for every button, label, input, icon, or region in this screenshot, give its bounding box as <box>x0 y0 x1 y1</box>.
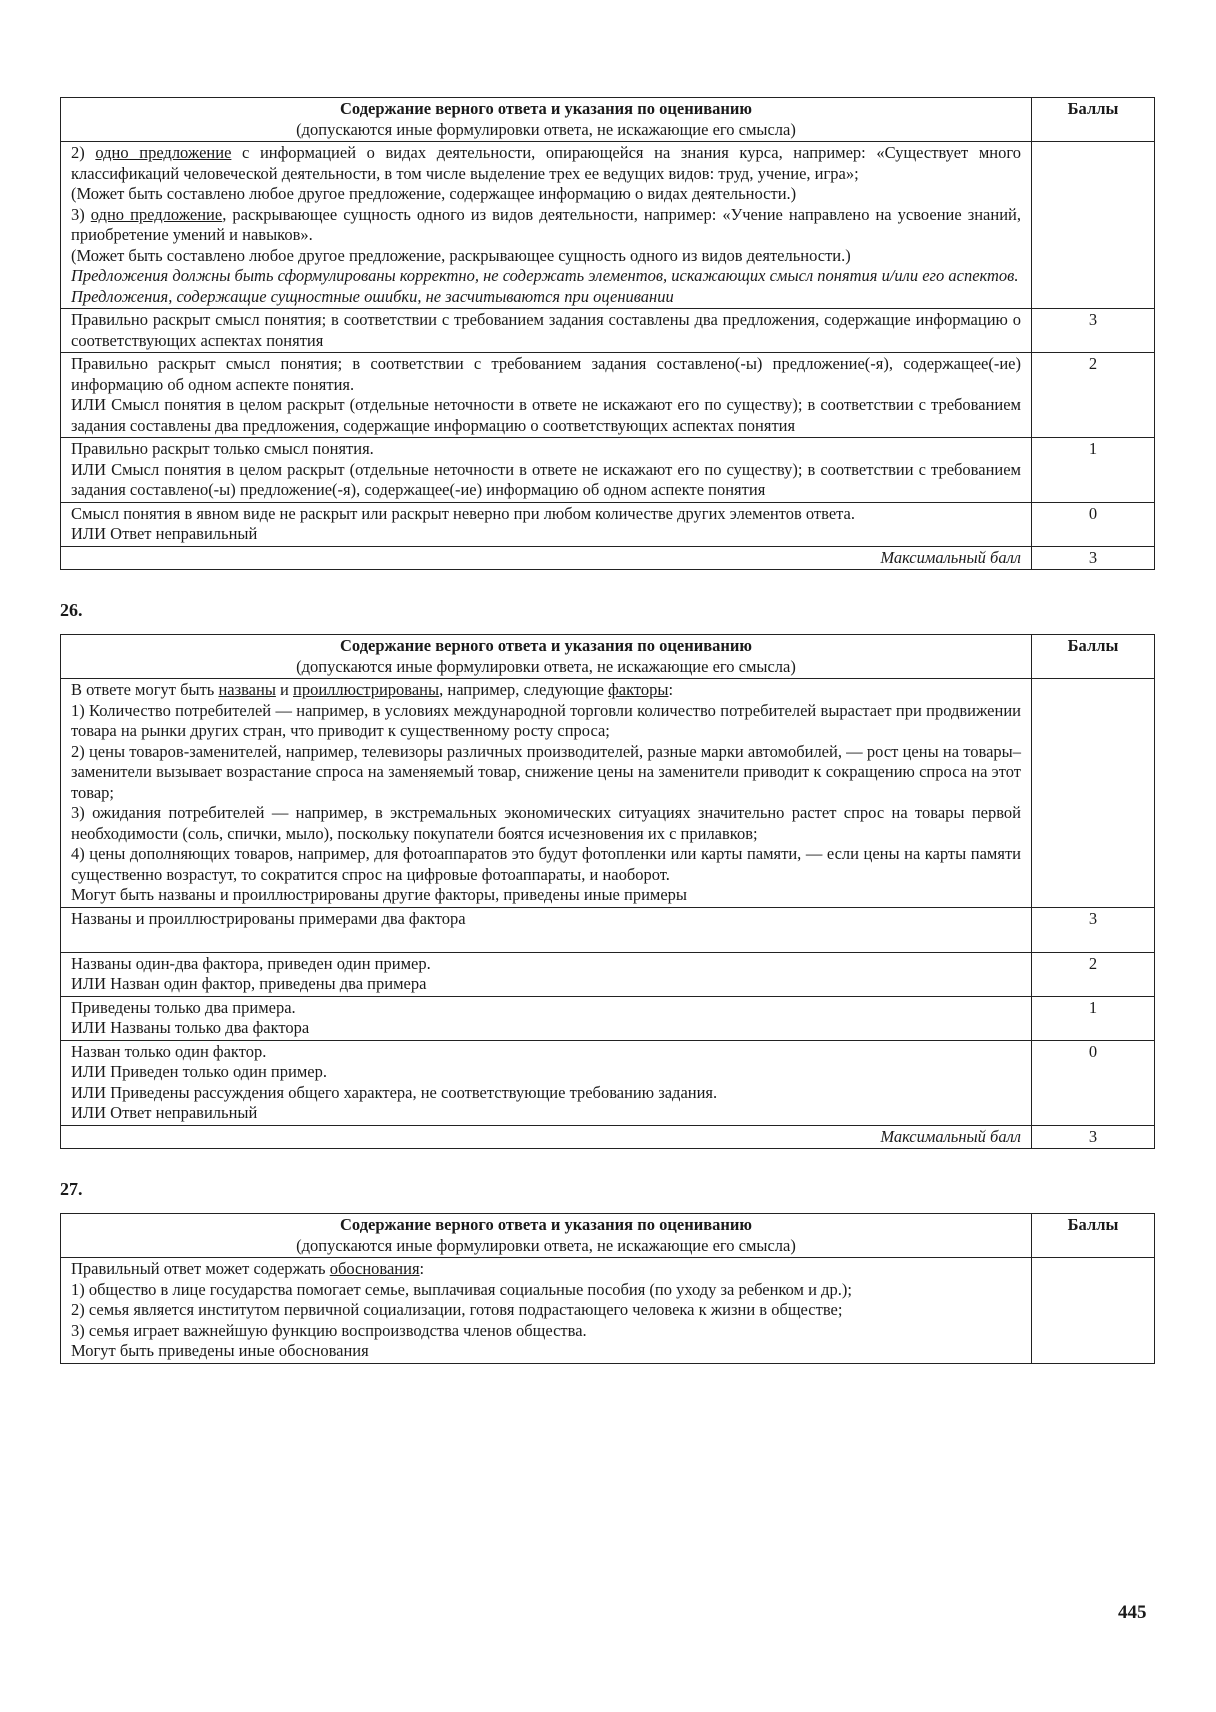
score-cell: 0 <box>1032 1040 1155 1125</box>
criteria-row: Правильно раскрыт смысл понятия; в соответствии с требованием задания составлено(-ы) предложение(-я), содержащее(-ие) информацию об одном аспекте понятия. ИЛИ Смысл понятия в целом раскрыт (отдельные неточности в ответе не искажают его по существу); в соответствии с требованием задания составлены два предложения, содержащие информацию о соответствующих аспектах понятия 2 <box>61 353 1155 438</box>
score-cell: 2 <box>1032 952 1155 996</box>
criteria-row: Правильно раскрыт смысл понятия; в соответствии с требованием задания составлены два предложения, содержащие информацию о соответствующих аспектах понятия 3 <box>61 309 1155 353</box>
header-title: Содержание верного ответа и указания по оцениванию <box>340 636 752 655</box>
rubric-table-25 <box>60 97 1155 570</box>
max-row <box>61 546 1155 570</box>
score-cell: 3 <box>1032 309 1155 353</box>
header-cell <box>61 98 1032 142</box>
header-subtitle: (допускаются иные формулировки ответа, не искажающие его смысла) <box>296 119 796 139</box>
page-content <box>60 97 1155 1364</box>
score-cell: 3 <box>1032 907 1155 952</box>
points-header: Баллы <box>1032 635 1155 679</box>
score-cell: 1 <box>1032 438 1155 503</box>
score-cell: 1 <box>1032 996 1155 1040</box>
content-intro: Правильный ответ может содержать обоснования: <box>71 1259 425 1278</box>
score-cell-empty <box>1032 1258 1155 1364</box>
content-intro: В ответе могут быть названы и проиллюстрированы, например, следующие факторы: <box>71 680 674 699</box>
rubric-table-27 <box>60 1213 1155 1364</box>
content-paragraph: 4) цены дополняющих товаров, например, для фотоаппаратов это будут фотопленки или карты памяти, — если цены на карты памяти существенно возрастут, то сократится спрос на цифровые фотоаппараты, и наоборот. <box>71 844 1021 884</box>
points-header: Баллы <box>1032 98 1155 142</box>
max-label: Максимальный балл <box>61 546 1032 570</box>
table-header-row <box>61 635 1155 679</box>
header-title: Содержание верного ответа и указания по оцениванию <box>340 99 752 118</box>
content-paragraph: Могут быть названы и проиллюстрированы другие факторы, приведены иные примеры <box>71 885 688 904</box>
content-paragraph: (Может быть составлено любое другое предложение, содержащее информацию о видах деятельности.) <box>71 184 797 203</box>
content-paragraph: 2) одно предложение с информацией о видах деятельности, опирающейся на знания курса, например: «Существует много классификаций человеческой деятельности, в том числе выделение трех ее ведущих видов: труд, учение, игра»; <box>71 143 1021 183</box>
header-title: Содержание верного ответа и указания по оцениванию <box>340 1215 752 1234</box>
content-paragraph: 2) семья является институтом первичной социализации, готовя подрастающего человека к жизни в обществе; <box>71 1300 843 1319</box>
page-number: 445 <box>1118 1602 1147 1623</box>
content-paragraph: 1) общество в лице государства помогает семье, выплачивая социальные пособия (по уходу за ребенком и др.); <box>71 1279 852 1299</box>
points-header: Баллы <box>1032 1214 1155 1258</box>
table-header-row <box>61 98 1155 142</box>
content-row <box>61 142 1155 309</box>
criteria-row: Смысл понятия в явном виде не раскрыт или раскрыт неверно при любом количестве других элементов ответа. ИЛИ Ответ неправильный 0 <box>61 502 1155 546</box>
criteria-row: Назван только один фактор. ИЛИ Приведен только один пример. ИЛИ Приведены рассуждения общего характера, не соответствующие требованию задания. ИЛИ Ответ неправильный 0 <box>61 1040 1155 1125</box>
table-header-row <box>61 1214 1155 1258</box>
content-row <box>61 1258 1155 1364</box>
content-paragraph: 3) семья играет важнейшую функцию воспроизводства членов общества. <box>71 1320 587 1340</box>
criteria-row: Приведены только два примера. ИЛИ Названы только два фактора 1 <box>61 996 1155 1040</box>
max-label: Максимальный балл <box>61 1125 1032 1149</box>
content-paragraph: (Может быть составлено любое другое предложение, раскрывающее сущность одного из видов деятельности.) <box>71 245 851 265</box>
content-paragraph: 2) цены товаров-заменителей, например, телевизоры различных производителей, разные марки автомобилей, — рост цены на товары–заменители вызывает возрастание спроса на заменяемый товар, снижение цены на заменители приводит к сокращению спроса на этот товар; <box>71 741 1021 802</box>
header-cell <box>61 635 1032 679</box>
content-paragraph: 1) Количество потребителей — например, в условиях международной торговли количество потребителей вырастает при продвижении товара на рынки других стран, что приводит к существенному росту спроса; <box>71 700 1021 740</box>
max-row <box>61 1125 1155 1149</box>
content-cell <box>61 142 1032 309</box>
content-paragraph: 3) одно предложение, раскрывающее сущность одного из видов деятельности, например: «Учение направлено на усвоение знаний, приобретение умений и навыков». <box>71 204 1021 244</box>
header-cell <box>61 1214 1032 1258</box>
content-paragraph: Могут быть приведены иные обоснования <box>71 1341 369 1360</box>
max-score: 3 <box>1032 1125 1155 1149</box>
score-cell: 0 <box>1032 502 1155 546</box>
content-cell <box>61 1258 1032 1364</box>
criteria-row: Названы и проиллюстрированы примерами два фактора 3 <box>61 907 1155 952</box>
question-number: 26. <box>60 600 83 620</box>
criteria-row: Названы один-два фактора, приведен один пример. ИЛИ Назван один фактор, приведены два примера 2 <box>61 952 1155 996</box>
score-cell: 2 <box>1032 353 1155 438</box>
max-score: 3 <box>1032 546 1155 570</box>
score-cell-empty <box>1032 142 1155 309</box>
content-cell <box>61 679 1032 908</box>
question-number: 27. <box>60 1179 83 1199</box>
content-note: Предложения, содержащие сущностные ошибки, не засчитываются при оценивании <box>71 286 674 306</box>
header-subtitle: (допускаются иные формулировки ответа, не искажающие его смысла) <box>296 1235 796 1255</box>
header-subtitle: (допускаются иные формулировки ответа, не искажающие его смысла) <box>296 656 796 676</box>
content-paragraph: 3) ожидания потребителей — например, в экстремальных экономических ситуациях значительно растет спрос на товары первой необходимости (соль, спички, мыло), поскольку покупатели боятся исчезновения их с прилавков; <box>71 803 1021 843</box>
content-row <box>61 679 1155 908</box>
criteria-row: Правильно раскрыт только смысл понятия. ИЛИ Смысл понятия в целом раскрыт (отдельные неточности в ответе не искажают его по существу); в соответствии с требованием задания составлено(-ы) предложение(-я), содержащее(-ие) информацию об одном аспекте понятия 1 <box>61 438 1155 503</box>
content-note: Предложения должны быть сформулированы корректно, не содержать элементов, искажающих смысл понятия и/или его аспектов. <box>71 266 1019 285</box>
score-cell-empty <box>1032 679 1155 908</box>
rubric-table-26 <box>60 634 1155 1149</box>
